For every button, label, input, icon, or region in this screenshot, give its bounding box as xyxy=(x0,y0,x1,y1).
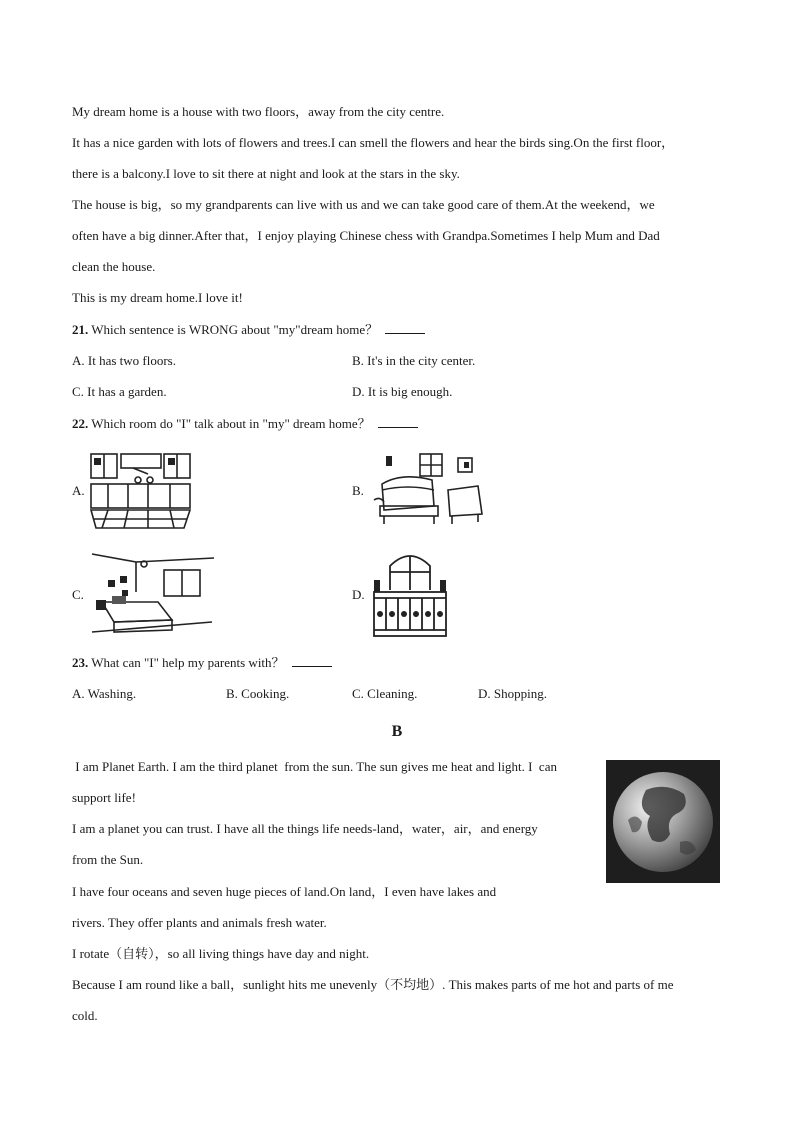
question-22 xyxy=(72,416,418,432)
bedroom-icon[interactable] xyxy=(88,552,216,636)
option-a[interactable]: A. It has two floors. xyxy=(72,353,176,368)
passage-b-line: I am a planet you can trust. I have all the things life needs-land，water，air，and energy xyxy=(72,821,538,836)
passage-a-line: clean the house. xyxy=(72,259,156,274)
option-a[interactable]: A. Washing. xyxy=(72,686,137,701)
passage-b-line: support life! xyxy=(72,790,136,805)
question-21 xyxy=(72,322,425,338)
passage-a-line: My dream home is a house with two floors，away from the city centre. xyxy=(72,104,445,119)
passage-b-line: I am Planet Earth. I am the third planet from the sun. The sun gives me heat and light. I can xyxy=(72,759,557,774)
answer-blank[interactable] xyxy=(378,416,418,428)
living-room-icon[interactable] xyxy=(372,450,490,532)
question-number: 21. xyxy=(72,322,89,337)
option-c[interactable]: C. Cleaning. xyxy=(352,686,418,701)
answer-blank[interactable] xyxy=(385,322,425,334)
option-b-label[interactable]: B. xyxy=(352,483,364,498)
passage-b-line: I have four oceans and seven huge pieces of land.On land，I even have lakes and xyxy=(72,884,497,899)
passage-b-line: I rotate（自转），so all living things have day and night. xyxy=(72,946,370,961)
passage-a-line: often have a big dinner.After that，I enjoy playing Chinese chess with Grandpa.Sometimes I help Mum and Dad xyxy=(72,228,660,243)
passage-b-line: rivers. They offer plants and animals fresh water. xyxy=(72,915,327,930)
earth-icon xyxy=(606,760,720,883)
passage-a-line: The house is big，so my grandparents can live with us and we can take good care of them.At the weekend，we xyxy=(72,197,655,212)
question-23 xyxy=(72,655,332,671)
question-text: Which room do "I" talk about in "my" dream home？ xyxy=(91,416,371,431)
answer-blank[interactable] xyxy=(292,655,332,667)
passage-a-line: there is a balcony.I love to sit there at night and look at the stars in the sky. xyxy=(72,166,460,181)
option-c[interactable]: C. It has a garden. xyxy=(72,384,167,399)
question-text: Which sentence is WRONG about "my"dream home？ xyxy=(91,322,379,337)
question-number: 23. xyxy=(72,655,89,670)
passage-a-line: This is my dream home.I love it! xyxy=(72,290,243,305)
option-c-label[interactable]: C. xyxy=(72,587,84,602)
passage-b-line: Because I am round like a ball，sunlight hits me unevenly（不均地）. This makes parts of me hot and parts of me xyxy=(72,977,674,992)
kitchen-icon[interactable] xyxy=(88,450,194,530)
question-number: 22. xyxy=(72,416,89,431)
balcony-icon[interactable] xyxy=(372,550,448,638)
question-text: What can "I" help my parents with？ xyxy=(91,655,285,670)
passage-b-line: cold. xyxy=(72,1008,98,1023)
option-b[interactable]: B. Cooking. xyxy=(226,686,290,701)
passage-a-line: It has a nice garden with lots of flowers and trees.I can smell the flowers and hear the birds sing.On the first floor， xyxy=(72,135,675,150)
option-d-label[interactable]: D. xyxy=(352,587,365,602)
option-d[interactable]: D. It is big enough. xyxy=(352,384,453,399)
option-d[interactable]: D. Shopping. xyxy=(478,686,547,701)
option-b[interactable]: B. It's in the city center. xyxy=(352,353,476,368)
option-a-label[interactable]: A. xyxy=(72,483,85,498)
passage-b-line: from the Sun. xyxy=(72,852,144,867)
section-title: B xyxy=(391,723,403,740)
